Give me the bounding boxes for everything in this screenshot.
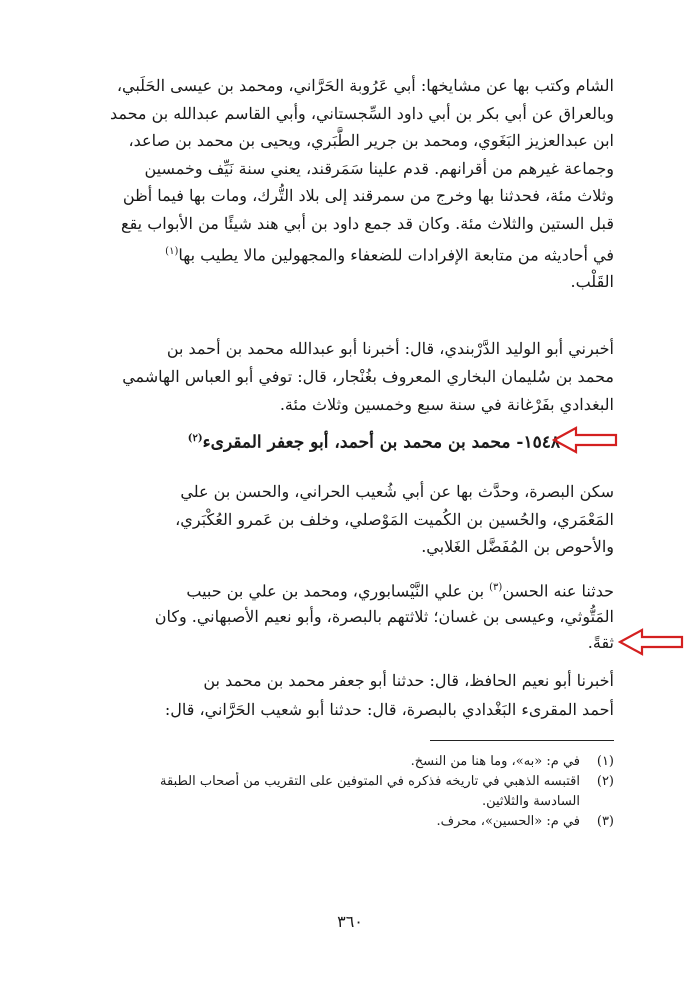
text-line: قبل الستين والثلاث مئة. وكان قد جمع داود بن أبي هند شيئًا من الأبواب يقع bbox=[121, 213, 614, 233]
footnote-text: اقتبسه الذهبي في تاريخه فذكره في المتوفين على التقريب من أصحاب الطبقة bbox=[160, 774, 580, 789]
text-line: سكن البصرة، وحدَّث بها عن أبي شُعيب الحراني، والحسن بن علي bbox=[180, 482, 614, 501]
footnote bbox=[86, 752, 614, 772]
footnote-number: (٣) bbox=[596, 814, 614, 829]
paragraph-isnad bbox=[86, 666, 614, 724]
paragraph-students bbox=[86, 575, 614, 656]
entry-heading-text: ١٥٤٨- محمد بن محمد بن أحمد، أبو جعفر المقرىء bbox=[202, 432, 560, 453]
footnote-ref: (٣) bbox=[489, 582, 503, 593]
text-line: ابن عبدالعزيز البَغَوي، ومحمد بن جرير الطَّبَري، ويحيى بن محمد بن صاعد، bbox=[128, 131, 614, 151]
paragraph-teachers bbox=[86, 478, 614, 561]
footnote-ref: (١) bbox=[165, 245, 179, 257]
footnotes bbox=[86, 752, 614, 832]
entry-heading bbox=[180, 425, 560, 457]
text-line bbox=[86, 575, 614, 604]
text-line: ثقةً. bbox=[587, 633, 614, 653]
footnote-divider bbox=[430, 740, 614, 741]
footnote-text: في م: «الحسين»، محرف. bbox=[436, 814, 580, 829]
text-line: محمد بن سُليمان البخاري المعروف بغُنْجار، قال: توفي أبو العباس الهاشمي bbox=[122, 367, 614, 386]
text-line: أخبرني أبو الوليد الدَّرْبندي، قال: أخبرنا أبو عبدالله محمد بن أحمد بن bbox=[166, 339, 614, 358]
text-line: والأحوص بن المُفَضَّل الغَلابي. bbox=[421, 537, 614, 556]
paragraph-death-report bbox=[86, 335, 614, 419]
footnote-number: (٢) bbox=[596, 774, 614, 789]
text-line: المَعْمَري، والحُسين بن الكُميت المَوْصلي، وخلف بن عَمرو العُكْبَري، bbox=[175, 509, 614, 529]
text-line: المَتُّوثي، وعيسى بن غسان؛ ثلاثتهم بالبصرة، وأبو نعيم الأصبهاني. وكان bbox=[154, 607, 614, 627]
red-arrow-icon bbox=[552, 425, 620, 455]
footnote bbox=[86, 812, 614, 832]
text-segment: بن علي النَّيْسابوري، ومحمد بن علي بن حبيب bbox=[186, 581, 485, 601]
text-line: القَلْب. bbox=[570, 272, 614, 292]
footnote-number: (١) bbox=[596, 754, 614, 769]
text-segment: في أحاديثه من متابعة الإفرادات للضعفاء والمجهولين مالا يطيب بها bbox=[178, 244, 614, 264]
footnote-continuation bbox=[86, 792, 614, 812]
text-line: أحمد المقرىء البَغْدادي بالبصرة، قال: حدثنا أبو شعيب الحَرَّاني، قال: bbox=[164, 700, 614, 719]
footnote-text: السادسة والثلاثين. bbox=[481, 794, 580, 809]
text-line bbox=[86, 238, 614, 269]
text-segment: حدثنا عنه الحسن bbox=[502, 581, 614, 601]
footnote bbox=[86, 772, 614, 792]
paragraph-biography-continuation bbox=[86, 72, 614, 296]
red-arrow-icon bbox=[618, 627, 686, 657]
text-line: وبالعراق عن أبي بكر بن أبي داود السِّجستاني، وأبي القاسم عبدالله بن محمد bbox=[109, 103, 614, 123]
text-line: وجماعة غيرهم من أقرانهم. قدم علينا سَمَرقند، يعني سنة نَيِّف وخمسين bbox=[144, 158, 614, 178]
text-line: وثلاث مئة، فحدثنا بها وخرج من سمرقند إلى بلاد التُّرك، ومات بها فيما أظن bbox=[122, 186, 614, 206]
page-number: ٣٦٠ bbox=[337, 912, 363, 931]
text-line: أخبرنا أبو نعيم الحافظ، قال: حدثنا أبو جعفر محمد بن محمد بن bbox=[203, 671, 614, 690]
footnote-ref: (٢) bbox=[187, 433, 203, 444]
text-line: البغدادي بفَرْغانة في سنة سبع وخمسين وثلاث مئة. bbox=[279, 395, 614, 414]
text-line: الشام وكتب بها عن مشايخها: أبي عَرُوبة الحَرَّاني، ومحمد بن عيسى الحَلَبي، bbox=[116, 76, 614, 95]
footnote-text: في م: «به»، وما هنا من النسخ. bbox=[410, 754, 580, 769]
